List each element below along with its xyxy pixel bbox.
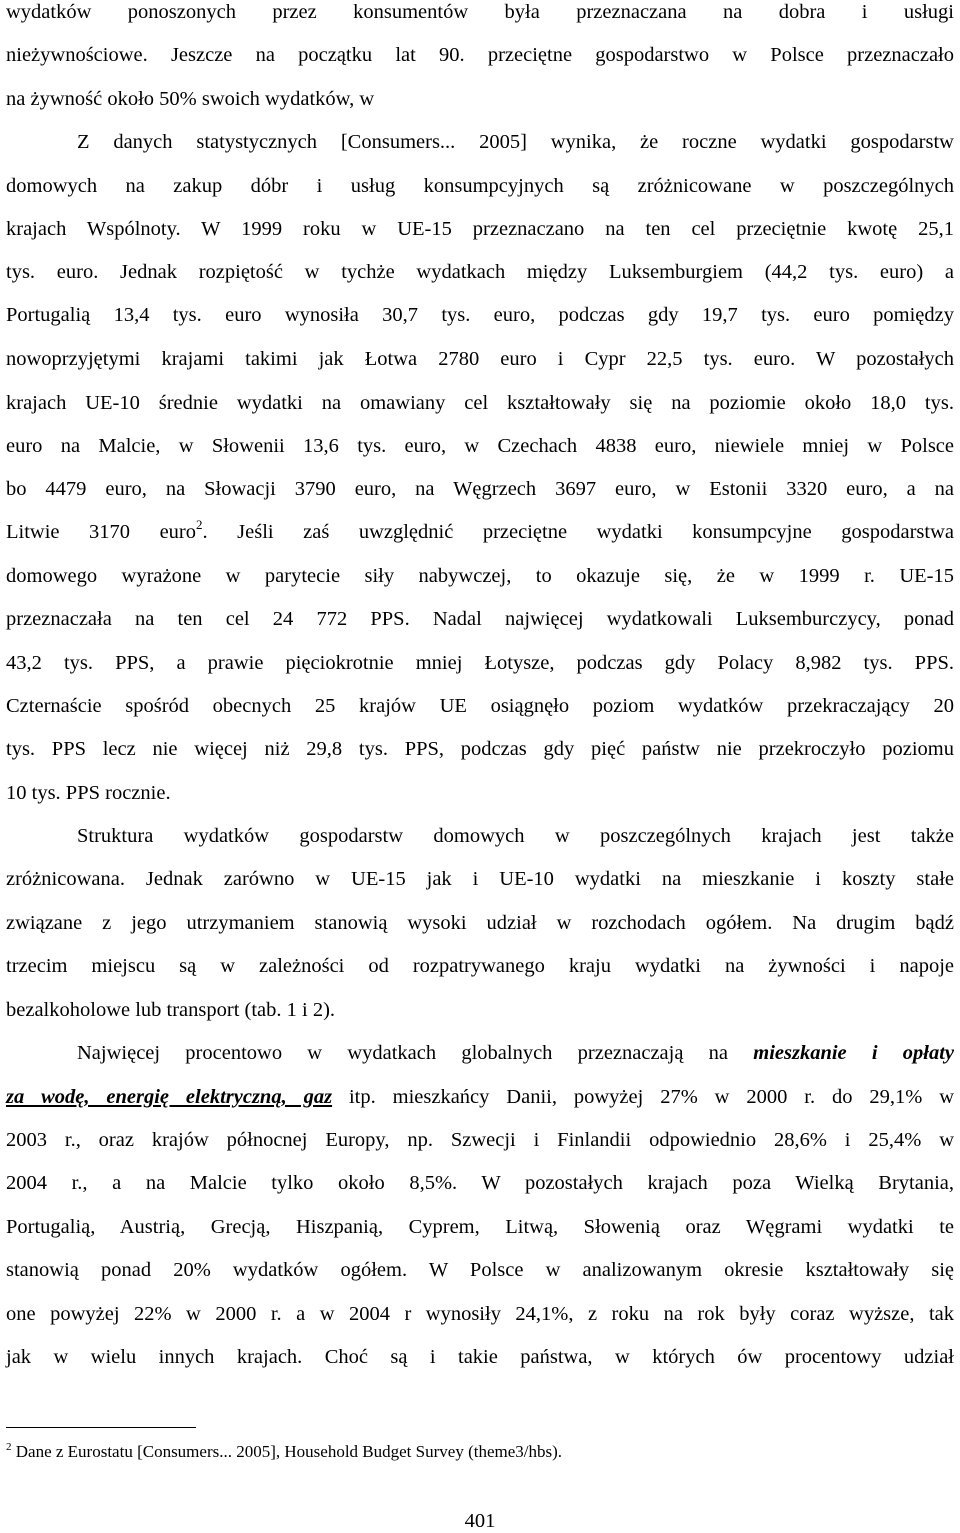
text-line: 10 tys. PPS rocznie. [6, 782, 171, 804]
footnote-divider [6, 1427, 196, 1428]
text-line [77, 1041, 954, 1065]
text-line: krajach Wspólnoty. W 1999 roku w UE-15 przeznaczano na ten cel przeciętnie kwotę 25,1 [6, 218, 954, 240]
text-line: domowych na zakup dóbr i usług konsumpcyjnych są zróżnicowane w poszczególnych [6, 175, 954, 197]
page-number: 401 [464, 1510, 496, 1532]
text-line: Struktura wydatków gospodarstw domowych w poszczególnych krajach jest także [77, 825, 954, 847]
emphasis-text: za wodę, energię elektryczną, gaz [6, 1086, 333, 1108]
text-line: jak w wielu innych krajach. Choć są i takie państwa, w których ów procentowy udział [6, 1346, 954, 1368]
text-line: bezalkoholowe lub transport (tab. 1 i 2). [6, 999, 336, 1021]
text-segment: . Jeśli zaś uwzględnić przeciętne wydatki konsumpcyjne gospodarstwa [202, 521, 954, 543]
footnote-text: Dane z Eurostatu [Consumers... 2005], Household Budget Survey (theme3/hbs). [11, 1442, 563, 1461]
text-line: trzecim miejscu są w zależności od rozpatrywanego kraju wydatki na żywności i napoje [6, 955, 954, 977]
text-line [6, 1085, 954, 1109]
text-line: bo 4479 euro, na Słowacji 3790 euro, na Węgrzech 3697 euro, w Estonii 3320 euro, a na [6, 478, 954, 500]
footnote-number: 2 [6, 1441, 12, 1453]
text-line: euro na Malcie, w Słowenii 13,6 tys. euro, w Czechach 4838 euro, niewiele mniej w Polsce [6, 435, 954, 457]
text-line [6, 517, 954, 544]
footnote-reference[interactable]: 2 [196, 517, 203, 532]
text-line: nieżywnościowe. Jeszcze na początku lat 90. przeciętne gospodarstwo w Polsce przeznaczało [6, 44, 954, 66]
text-segment: itp. mieszkańcy Danii, powyżej 27% w 2000 r. do 29,1% w [332, 1086, 955, 1108]
text-line: stanowią ponad 20% wydatków ogółem. W Polsce w analizowanym okresie kształtowały się [6, 1259, 954, 1281]
text-line: związane z jego utrzymaniem stanowią wysoki udział w rozchodach ogółem. Na drugim bądź [6, 912, 954, 934]
text-line: Z danych statystycznych [Consumers... 2005] wynika, że roczne wydatki gospodarstw [77, 131, 954, 153]
text-segment: Litwie 3170 euro [6, 521, 196, 543]
text-line: przeznaczała na ten cel 24 772 PPS. Nadal najwięcej wydatkowali Luksemburczycy, ponad [6, 608, 954, 630]
text-line: na żywność około 50% swoich wydatków, w [6, 88, 375, 110]
text-line: Portugalią 13,4 tys. euro wynosiła 30,7 tys. euro, podczas gdy 19,7 tys. euro pomiędzy [6, 304, 954, 326]
text-line: wydatków ponoszonych przez konsumentów była przeznaczana na dobra i usługi [6, 1, 954, 23]
text-line: zróżnicowana. Jednak zarówno w UE-15 jak i UE-10 wydatki na mieszkanie i koszty stałe [6, 868, 954, 890]
text-line: 2003 r., oraz krajów północnej Europy, np. Szwecji i Finlandii odpowiednio 28,6% i 25,4% w [6, 1129, 954, 1151]
text-line: krajach UE-10 średnie wydatki na omawiany cel kształtowały się na poziomie około 18,0 tys. [6, 392, 954, 414]
text-line: nowoprzyjętymi krajami takimi jak Łotwa 2780 euro i Cypr 22,5 tys. euro. W pozostałych [6, 348, 954, 370]
emphasis-text: mieszkanie i opłaty [753, 1042, 955, 1064]
text-line: one powyżej 22% w 2000 r. a w 2004 r wynosiły 24,1%, z roku na rok były coraz wyższe, tak [6, 1303, 954, 1325]
text-line: domowego wyrażone w parytecie siły nabywczej, to okazuje się, że w 1999 r. UE-15 [6, 565, 954, 587]
text-line: Czternaście spośród obecnych 25 krajów UE osiągnęło poziom wydatków przekraczający 20 [6, 695, 954, 717]
footnote [6, 1441, 562, 1463]
text-line: 2004 r., a na Malcie tylko około 8,5%. W pozostałych krajach poza Wielką Brytania, [6, 1172, 954, 1194]
text-line: 43,2 tys. PPS, a prawie pięciokrotnie mniej Łotysze, podczas gdy Polacy 8,982 tys. PPS. [6, 652, 954, 674]
text-line: Portugalią, Austrią, Grecją, Hiszpanią, Cyprem, Litwą, Słowenią oraz Węgrami wydatki te [6, 1216, 954, 1238]
text-line: tys. euro. Jednak rozpiętość w tychże wydatkach między Luksemburgiem (44,2 tys. euro) a [6, 261, 954, 283]
text-segment: Najwięcej procentowo w wydatkach globalnych przeznaczają na [77, 1042, 729, 1064]
text-line: tys. PPS lecz nie więcej niż 29,8 tys. PPS, podczas gdy pięć państw nie przekroczyło poziomu [6, 738, 954, 760]
